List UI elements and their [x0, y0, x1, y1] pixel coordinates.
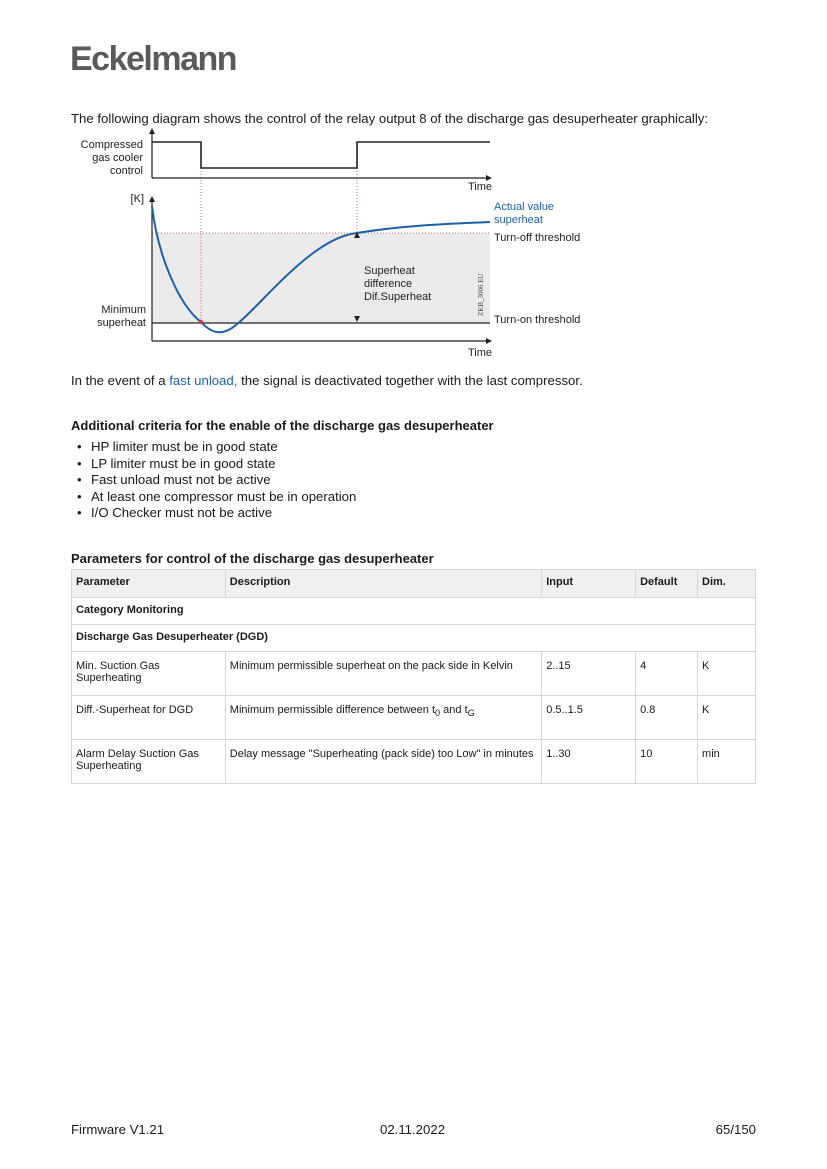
table-header-row	[72, 570, 756, 598]
unload-text-before: In the event of a	[71, 373, 170, 388]
default-cell: 0.8	[636, 696, 698, 740]
default-cell: 4	[636, 652, 698, 696]
desuperheater-control-diagram	[70, 128, 610, 368]
description-cell: Minimum permissible superheat on the pack side in Kelvin	[225, 652, 541, 696]
figure-id: ZKB_3006 EU	[477, 273, 485, 316]
y-axis-label: [K]	[130, 193, 144, 205]
y-arrow-icon	[149, 196, 155, 202]
top-time-label: Time	[467, 181, 492, 193]
dim-cell: K	[698, 652, 756, 696]
input-cell: 1..30	[542, 740, 636, 784]
header-default: Default	[636, 570, 698, 598]
category-row	[72, 598, 756, 625]
actual-value-label-1: Actual value	[494, 201, 554, 213]
header-parameter: Parameter	[72, 570, 226, 598]
parameter-cell: Min. Suction Gas Superheating	[72, 652, 226, 696]
footer-date: 02.11.2022	[380, 1122, 446, 1137]
difference-label-3: Dif.Superheat	[364, 291, 432, 303]
footer-page-number: 65/150	[715, 1122, 756, 1137]
x-arrow-icon	[486, 338, 492, 344]
parameters-table	[71, 569, 756, 784]
list-item: • Fast unload must not be active	[71, 472, 356, 489]
top-label-line-3: control	[109, 165, 143, 177]
description-part: Minimum permissible difference between t	[229, 704, 436, 716]
description-cell	[225, 696, 541, 740]
subcategory-cell: Discharge Gas Desuperheater (DGD)	[72, 625, 756, 652]
turn-on-label: Turn-on threshold	[494, 314, 581, 326]
dim-cell: K	[698, 696, 756, 740]
header-input: Input	[542, 570, 636, 598]
footer-version: Firmware V1.21	[71, 1122, 165, 1137]
header-description: Description	[225, 570, 541, 598]
criteria-list	[71, 439, 356, 522]
description-part: and t	[440, 704, 468, 716]
subcategory-row	[72, 625, 756, 652]
params-heading: Parameters for control of the discharge gas desuperheater	[71, 551, 434, 566]
subscript-g: G	[467, 708, 475, 719]
table-row	[72, 740, 756, 784]
turn-on-point-marker	[199, 320, 203, 324]
table-row	[72, 652, 756, 696]
description-cell: Delay message "Superheating (pack side) too Low" in minutes	[225, 740, 541, 784]
subscript-0: 0	[435, 708, 441, 719]
criteria-heading: Additional criteria for the enable of the discharge gas desuperheater	[71, 418, 494, 433]
parameter-cell: Alarm Delay Suction Gas Superheating	[72, 740, 226, 784]
control-signal-line	[152, 142, 490, 168]
eckelmann-logo: Eckelmann	[70, 40, 237, 78]
category-cell: Category Monitoring	[72, 598, 756, 625]
list-item: • I/O Checker must not be active	[71, 505, 356, 522]
header-dim: Dim.	[698, 570, 756, 598]
list-item: • At least one compressor must be in operation	[71, 489, 356, 506]
input-cell: 2..15	[542, 652, 636, 696]
top-label-line-2: gas cooler	[92, 152, 143, 164]
turn-off-label: Turn-off threshold	[494, 232, 581, 244]
min-superheat-label-2: superheat	[97, 317, 146, 329]
unload-text-after: the signal is deactivated together with the last compressor.	[237, 373, 583, 388]
parameter-cell: Diff.-Superheat for DGD	[72, 696, 226, 740]
fast-unload-link[interactable]: fast unload,	[169, 373, 238, 388]
fast-unload-paragraph	[71, 373, 583, 388]
top-label-line-1: Compressed	[80, 139, 143, 151]
min-superheat-label-1: Minimum	[101, 304, 146, 316]
dim-cell: min	[698, 740, 756, 784]
table-row	[72, 696, 756, 740]
bottom-time-label: Time	[467, 347, 492, 359]
difference-label-2: difference	[364, 278, 413, 290]
list-item: • HP limiter must be in good state	[71, 439, 356, 456]
list-item: • LP limiter must be in good state	[71, 456, 356, 473]
difference-label-1: Superheat	[364, 265, 415, 277]
actual-value-label-2: superheat	[494, 214, 543, 226]
top-y-arrow-icon	[149, 128, 155, 134]
input-cell: 0.5..1.5	[542, 696, 636, 740]
default-cell: 10	[636, 740, 698, 784]
intro-text: The following diagram shows the control of the relay output 8 of the discharge gas desuperheater graphically:	[71, 111, 709, 126]
